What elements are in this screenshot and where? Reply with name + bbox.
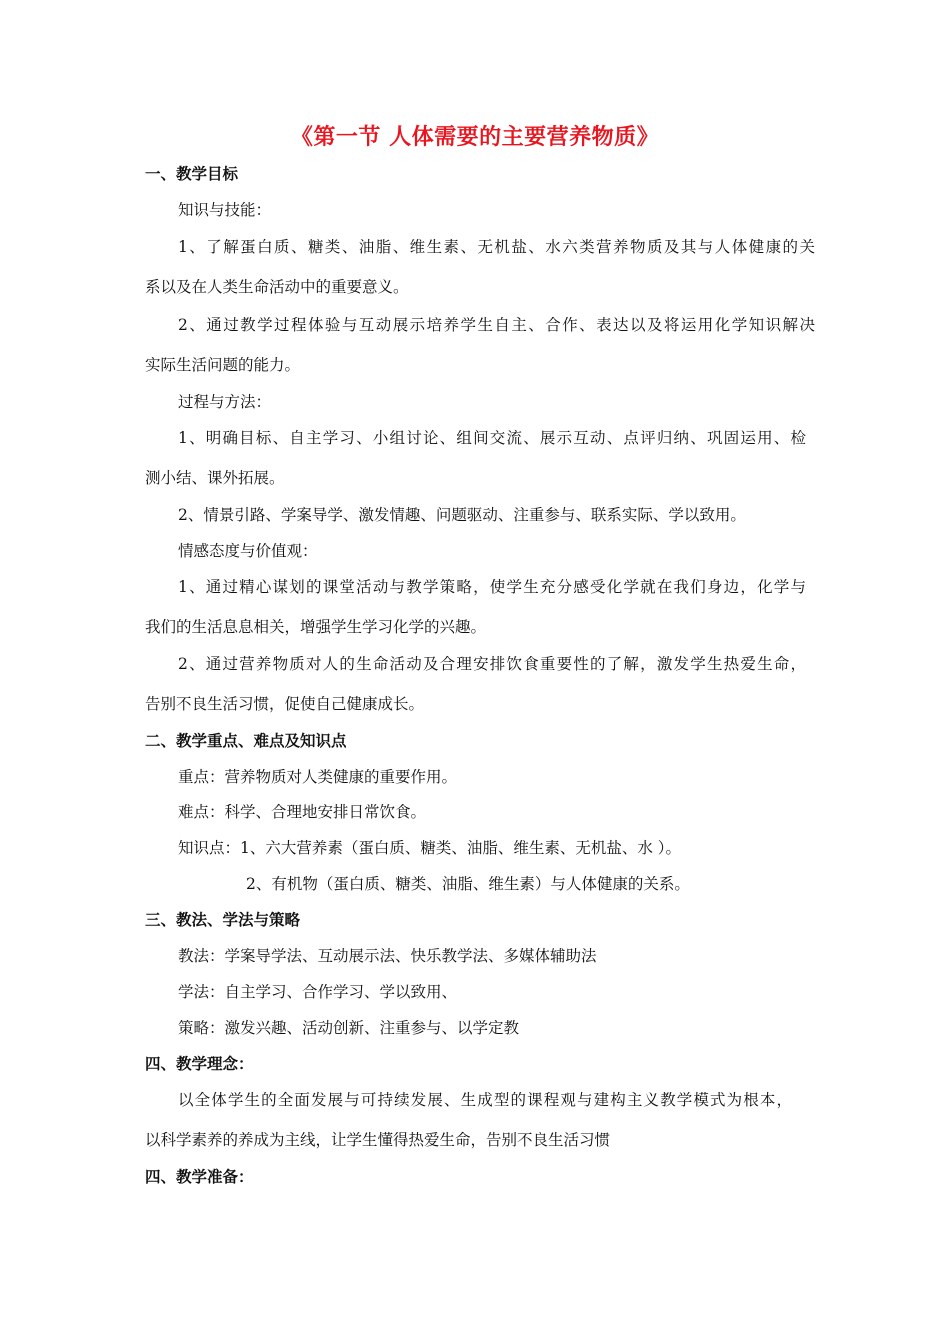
section-heading-methods: 三、教法、学法与策略 (145, 911, 301, 929)
paragraph-line: 教法：学案导学法、互动展示法、快乐教学法、多媒体辅助法 (178, 947, 597, 965)
paragraph-line: 1、明确目标、自主学习、小组讨论、组间交流、展示互动、点评归纳、巩固运用、检 (178, 429, 806, 447)
paragraph-line: 以全体学生的全面发展与可持续发展、生成型的课程观与建构主义教学模式为根本， (178, 1091, 792, 1109)
subheading-process-method: 过程与方法： (178, 393, 272, 411)
paragraph-line: 2、有机物（蛋白质、糖类、油脂、维生素）与人体健康的关系。 (246, 875, 690, 893)
subheading-knowledge-skills: 知识与技能： (178, 201, 272, 219)
paragraph-line: 1、了解蛋白质、糖类、油脂、维生素、无机盐、水六类营养物质及其与人体健康的关 (178, 238, 815, 256)
paragraph-line: 实际生活问题的能力。 (145, 356, 301, 374)
paragraph-line: 系以及在人类生命活动中的重要意义。 (145, 278, 409, 296)
section-heading-key-points: 二、教学重点、难点及知识点 (145, 732, 347, 750)
section-heading-philosophy: 四、教学理念： (145, 1055, 254, 1073)
paragraph-line: 2、情景引路、学案导学、激发情趣、问题驱动、注重参与、联系实际、学以致用。 (178, 506, 746, 524)
paragraph-line: 策略：激发兴趣、活动创新、注重参与、以学定教 (178, 1019, 520, 1037)
paragraph-line: 2、通过教学过程体验与互动展示培养学生自主、合作、表达以及将运用化学知识解决 (178, 316, 815, 334)
paragraph-line: 以科学素养的养成为主线，让学生懂得热爱生命，告别不良生活习惯 (145, 1131, 611, 1149)
paragraph-line: 1、通过精心谋划的课堂活动与教学策略，使学生充分感受化学就在我们身边，化学与 (178, 578, 806, 596)
paragraph-line: 学法：自主学习、合作学习、学以致用、 (178, 983, 458, 1001)
paragraph-line: 告别不良生活习惯，促使自己健康成长。 (145, 695, 425, 713)
section-heading-preparation: 四、教学准备： (145, 1168, 254, 1186)
document-title: 《第一节 人体需要的主要营养物质》 (290, 125, 660, 150)
subheading-attitude-values: 情感态度与价值观： (178, 542, 318, 560)
paragraph-line: 重点：营养物质对人类健康的重要作用。 (178, 768, 458, 786)
paragraph-line: 我们的生活息息相关，增强学生学习化学的兴趣。 (145, 618, 487, 636)
paragraph-line: 知识点：1、六大营养素（蛋白质、糖类、油脂、维生素、无机盐、水 ）。 (178, 839, 682, 857)
section-heading-objectives: 一、教学目标 (145, 165, 239, 183)
paragraph-line: 2、通过营养物质对人的生命活动及合理安排饮食重要性的了解，激发学生热爱生命， (178, 655, 806, 673)
paragraph-line: 难点：科学、合理地安排日常饮食。 (178, 803, 427, 821)
paragraph-line: 测小结、课外拓展。 (145, 469, 285, 487)
